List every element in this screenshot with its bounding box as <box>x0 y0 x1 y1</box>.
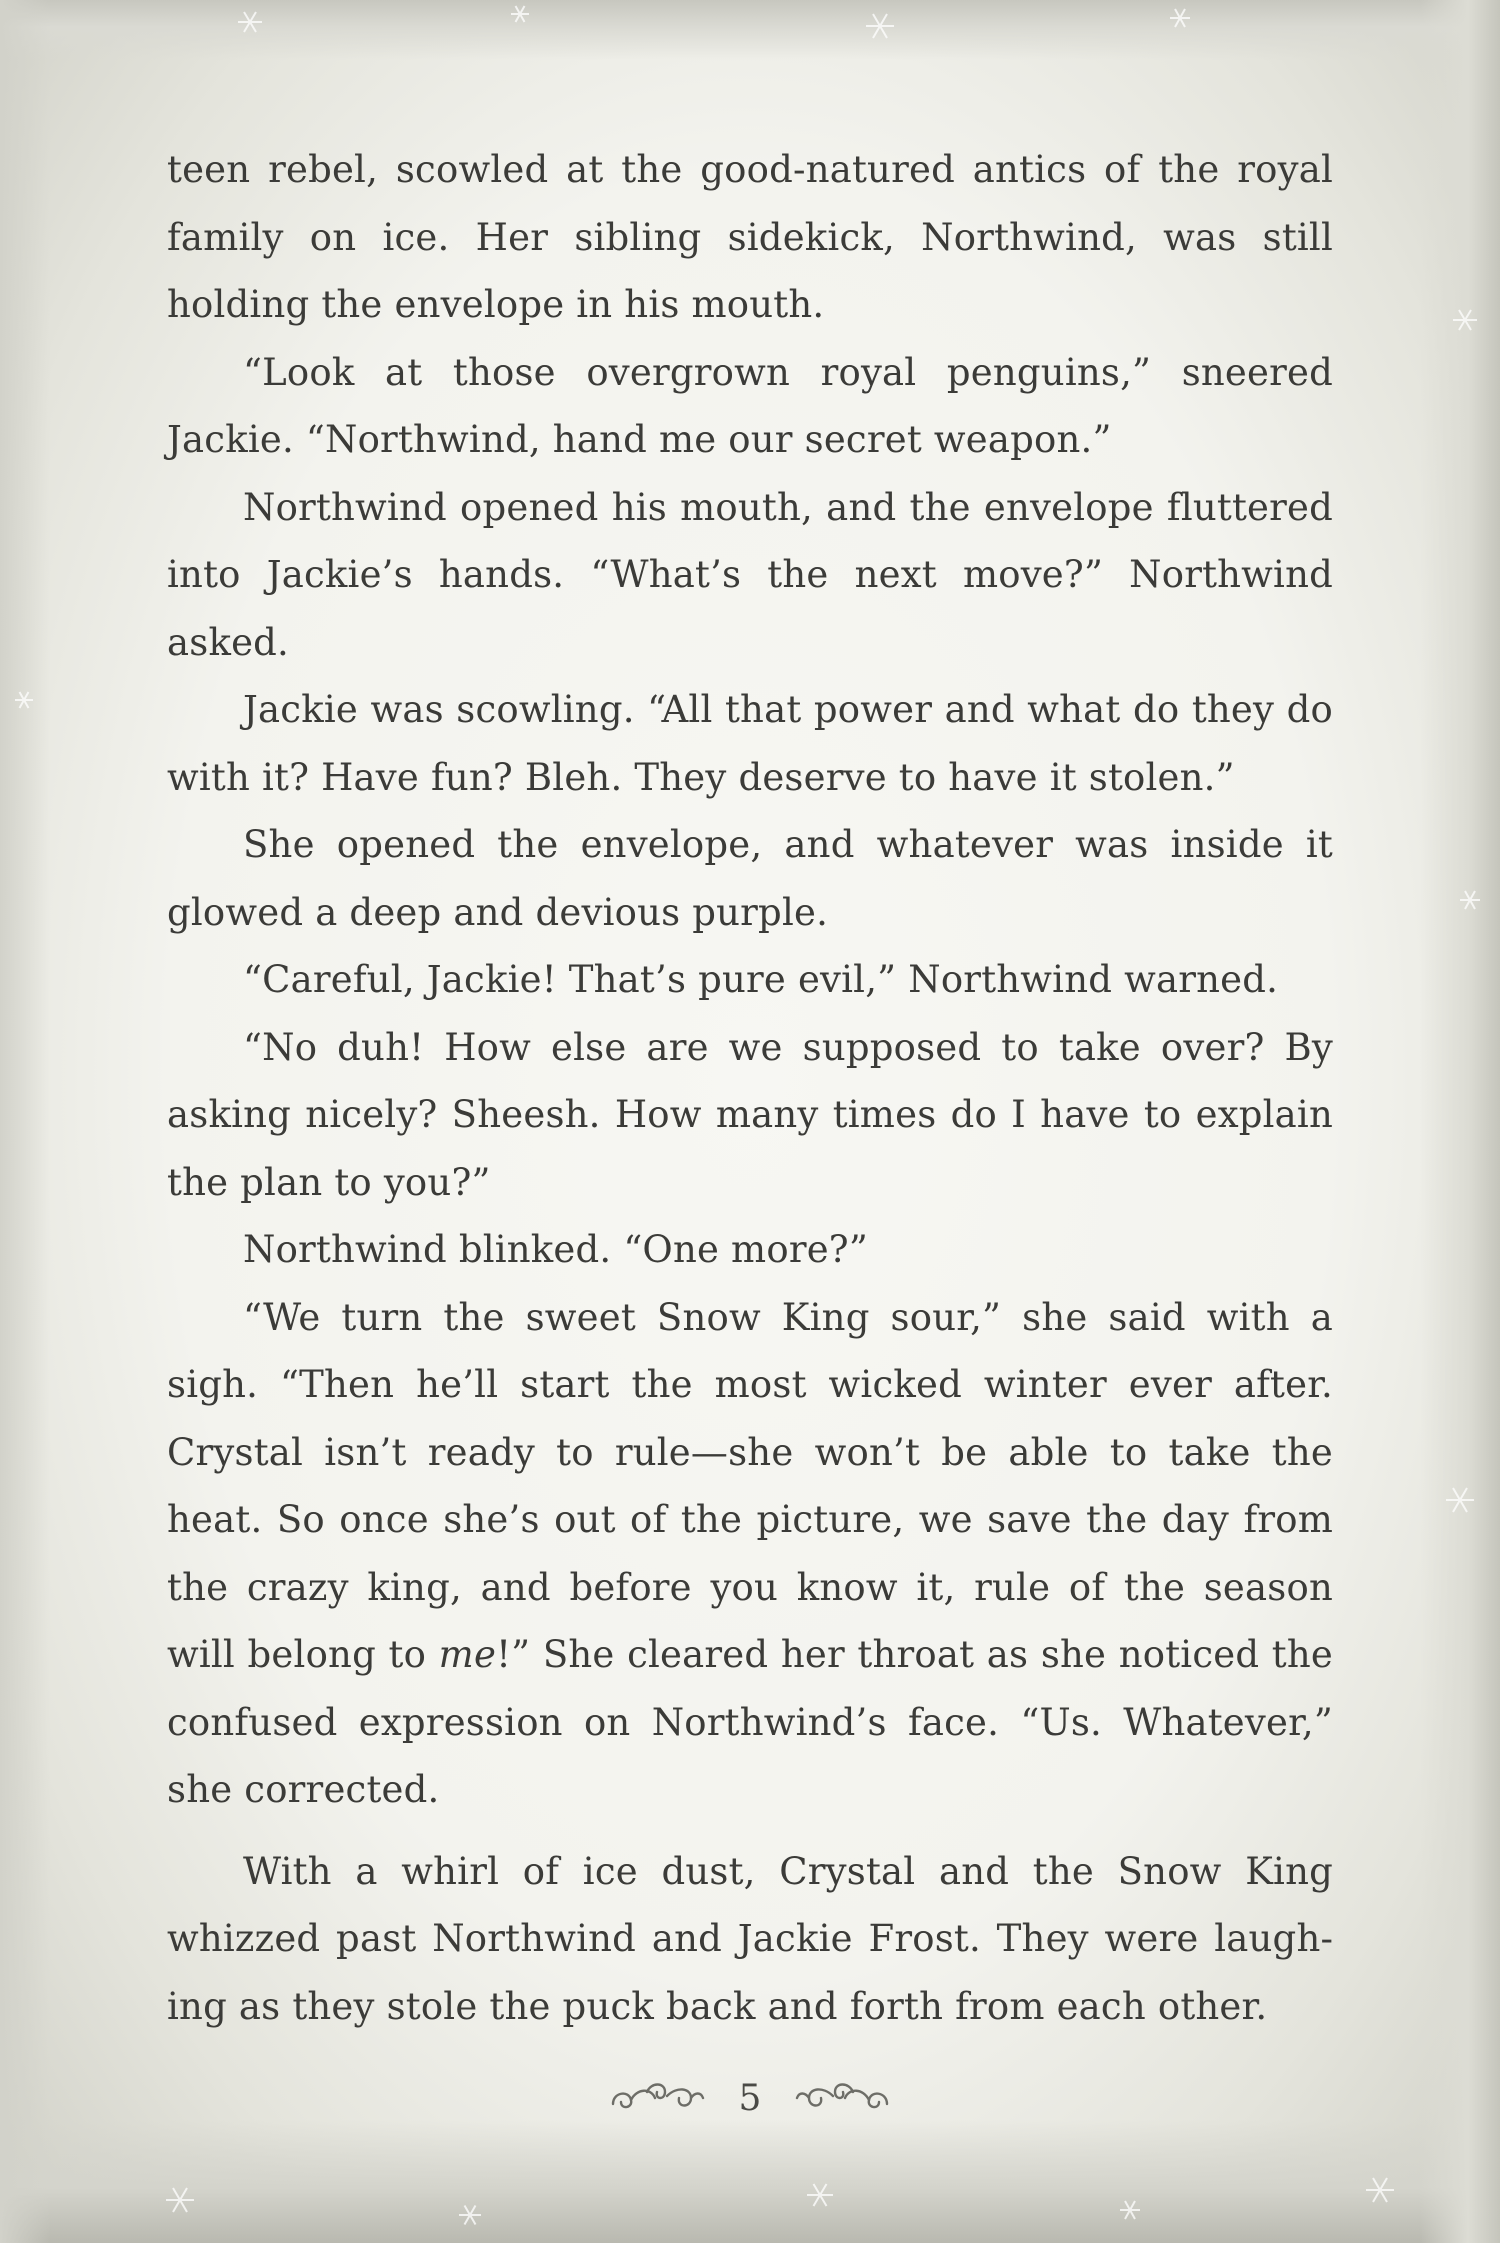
paragraph: Northwind opened his mouth, and the envelope fluttered into Jackie’s hands. “What’s the next move?” Northwind asked. <box>167 485 1333 664</box>
flourish-left-icon <box>607 2078 707 2118</box>
paragraph: Northwind blinked. “One more?” <box>243 1228 868 1271</box>
paragraph-text: “We turn the sweet Snow King sour,” she said with a sigh. “Then he’ll start the most wicked winter ever after. Crystal isn’t ready to rule—she won’t be able to take the heat. So once she’s out of the picture, we save the day from the crazy king, and before you know it, rule of the season will belong to <box>167 1295 1333 1676</box>
page-footer <box>0 2068 1500 2128</box>
paragraph: “Careful, Jackie! That’s pure evil,” Northwind warned. <box>243 958 1279 1001</box>
body-text <box>167 136 1333 2040</box>
paragraph-plan <box>167 1284 1333 1824</box>
emphasis-text: me <box>438 1633 497 1676</box>
paragraph: With a whirl of ice dust, Crystal and the Snow King whizzed past Northwind and Jackie Frost. They were laughing as they stole the puck back and forth from each other. <box>167 1849 1333 2028</box>
paragraph: “No duh! How else are we supposed to take over? By asking nicely? Sheesh. How many times do I have to explain the plan to you?” <box>167 1025 1333 1204</box>
flourish-right-icon <box>793 2078 893 2118</box>
paragraph-text: !” She cleared her throat as she noticed the confused expression on Northwind’s face. “Us. Whatever,” she corrected. <box>167 1633 1334 1811</box>
paragraph: She opened the envelope, and whatever was inside it glowed a deep and devious purple. <box>167 823 1333 934</box>
paragraph: “Look at those overgrown royal penguins,” sneered Jackie. “Northwind, hand me our secret weapon.” <box>167 350 1333 461</box>
paragraph-continued: teen rebel, scowled at the good-natured antics of the royal family on ice. Her sibling sidekick, Northwind, was still holding the envelope in his mouth. <box>167 148 1333 326</box>
page-number: 5 <box>738 2077 762 2119</box>
paragraph: Jackie was scowling. “All that power and what do they do with it? Have fun? Bleh. They deserve to have it stolen.” <box>167 688 1333 799</box>
